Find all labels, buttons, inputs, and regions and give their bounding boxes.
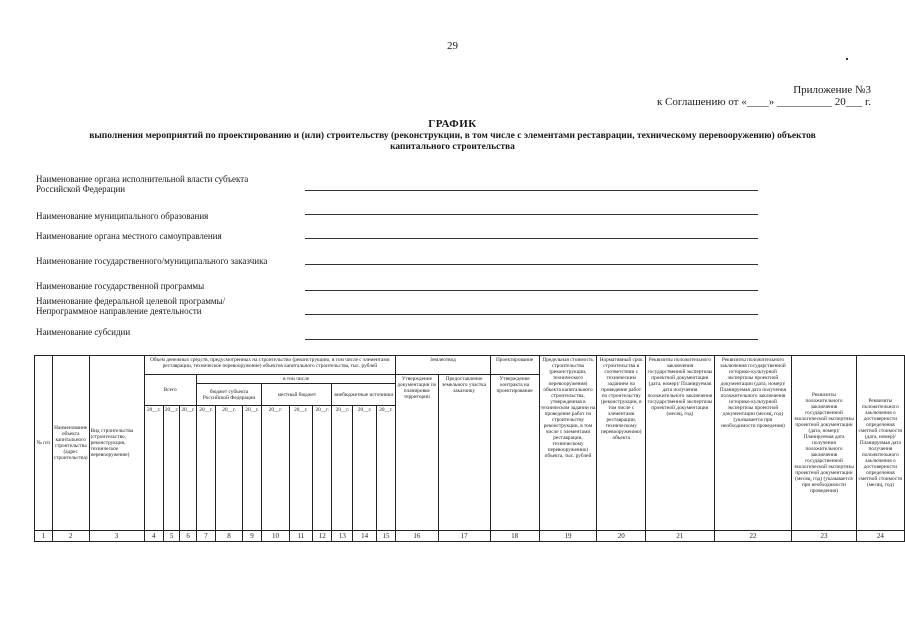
header-year: 20__г. xyxy=(180,406,197,531)
field-line-local-government xyxy=(305,238,758,239)
header-extrabudgetary: внебюджетные источники xyxy=(332,384,396,406)
field-label-federal-program: Наименование федеральной целевой программы/Непрограммное направление деятельности xyxy=(36,296,226,316)
header-land-plot: Предоставление земельного участка заказчику xyxy=(438,375,490,531)
header-year: 20__г. xyxy=(144,406,163,531)
header-year: 20__г. xyxy=(353,406,376,531)
column-number: 18 xyxy=(490,531,539,542)
header-design-contract: Утверждение контракта на проектирование xyxy=(490,375,539,531)
header-no: № п/п xyxy=(35,356,53,531)
header-object-name: Наименование объекта капитального строительства (адрес строительства) xyxy=(52,356,89,531)
header-construction-type: Вид строительства (строительство, реконструкция, техническое перевооружение) xyxy=(89,356,144,531)
header-year: 20__г. xyxy=(163,406,180,531)
header-year: 20__г. xyxy=(332,406,353,531)
column-number: 17 xyxy=(438,531,490,542)
column-number: 4 xyxy=(144,531,163,542)
column-number: 6 xyxy=(180,531,197,542)
header-heritage-expertise: Реквизиты положительного заключения государственной историко-культурной экспертизы проектной документации (дата, номер)/ Планируемая дата получения положительного заключения историко-культурной экспертизы проектной документации (месяц, год) (указывается при необходимости проведения) xyxy=(714,356,792,531)
column-number: 12 xyxy=(313,531,332,542)
header-cost-limit: Предельная стоимость строительства (реконструкции, технического перевооружения) объекта капитального строительства, утвержденная в техническом задании на проведение работ по строительству реконструкции, в том числе с элементами реставрации, техническому перевооружению) объекта, тыс. рублей xyxy=(539,356,597,531)
column-number: 2 xyxy=(52,531,89,542)
page-number: 29 xyxy=(447,40,458,52)
header-design: Проектирование xyxy=(490,356,539,375)
header-planning-docs: Утверждение документации по планировке территории xyxy=(396,375,438,531)
field-label-executive-body: Наименование органа исполнительной власти субъекта Российской Федерации xyxy=(36,174,249,194)
header-year: 20__г. xyxy=(262,406,289,531)
column-number: 11 xyxy=(289,531,312,542)
field-line-municipality xyxy=(305,214,758,215)
column-number: 7 xyxy=(196,531,215,542)
field-line-customer xyxy=(305,264,758,265)
header-year: 20__г. xyxy=(289,406,312,531)
field-line-subsidy xyxy=(305,339,758,340)
schedule-table xyxy=(34,355,905,542)
header-regional-budget: бюджет субъекта Российской Федерации xyxy=(196,384,261,406)
column-number: 3 xyxy=(89,531,144,542)
field-label-customer: Наименование государственного/муниципального заказчика xyxy=(36,256,268,266)
column-number: 13 xyxy=(332,531,353,542)
header-local-budget: местный бюджет xyxy=(262,384,332,406)
header-ecology-expertise: Реквизиты положительного заключения государственной экологической экспертизы проектной документации (дата, номер)/ Планируемая дата получения положительного заключения государственной экологической экспертизы проектной документации (месяц, год) (указывается при необходимости проведения) xyxy=(792,356,857,531)
column-number: 14 xyxy=(353,531,376,542)
appendix-label: Приложение №3 xyxy=(793,84,871,96)
header-including: в том числе xyxy=(196,375,395,384)
column-number: 23 xyxy=(792,531,857,542)
column-number: 19 xyxy=(539,531,597,542)
header-standard-term: Нормативный срок строительства в соответствии с техническим заданием на проведение работ по строительству (реконструкции, в том числе с элементами реставрации, техническому перевооружению) объекта xyxy=(597,356,646,531)
column-number: 24 xyxy=(856,531,904,542)
column-number: 9 xyxy=(242,531,261,542)
column-number: 16 xyxy=(396,531,438,542)
header-total: Всего xyxy=(144,375,196,406)
document-subtitle: выполнения мероприятий по проектированию и (или) строительству (реконструкции, в том числе с элементами реставрации, техническому перевооружению) объектов капитального строительства xyxy=(89,131,816,152)
header-land-allotment: Землеотвод xyxy=(396,356,490,375)
header-year: 20__г. xyxy=(242,406,261,531)
field-label-state-program: Наименование государственной программы xyxy=(36,281,205,291)
header-year: 20__г. xyxy=(313,406,332,531)
header-funding-volume: Объем денежных средств, предусмотренных на строительство (реконструкцию, в том числе с элементами реставрации, техническое перевооружение) объектов капитального строительства, тыс. рублей xyxy=(144,356,396,375)
column-number: 22 xyxy=(714,531,792,542)
column-numbers-row xyxy=(35,531,905,542)
header-year: 20__г. xyxy=(196,406,215,531)
column-number: 15 xyxy=(376,531,395,542)
speck xyxy=(846,58,848,60)
field-label-municipality: Наименование муниципального образования xyxy=(36,211,209,221)
column-number: 20 xyxy=(597,531,646,542)
column-number: 1 xyxy=(35,531,53,542)
field-line-executive-body xyxy=(305,190,758,191)
field-label-subsidy: Наименование субсидии xyxy=(36,327,131,337)
agreement-line: к Соглашению от «____» __________ 20___ г. xyxy=(656,96,871,108)
header-year: 20__г. xyxy=(216,406,243,531)
header-year: 20__г. xyxy=(376,406,395,531)
field-label-local-government: Наименование органа местного самоуправления xyxy=(36,231,222,241)
header-state-expertise: Реквизиты положительного заключения государственной экспертизы проектной документации (дата, номер)/ Планируемая дата получения положительного заключения государственной экспертизы проектной документации (месяц, год) xyxy=(646,356,715,531)
document-title: ГРАФИК xyxy=(428,118,477,130)
column-number: 8 xyxy=(216,531,243,542)
field-line-state-program xyxy=(305,290,758,291)
column-number: 21 xyxy=(646,531,715,542)
field-line-federal-program xyxy=(305,314,758,315)
header-estimate-reliability: Реквизиты положительного заключения о достоверности определения сметной стоимости (дата, номер)/ Планируемая дата получения положительного заключения о достоверности определения сметной стоимости (месяц, год) xyxy=(856,356,904,531)
column-number: 5 xyxy=(163,531,180,542)
column-number: 10 xyxy=(262,531,289,542)
